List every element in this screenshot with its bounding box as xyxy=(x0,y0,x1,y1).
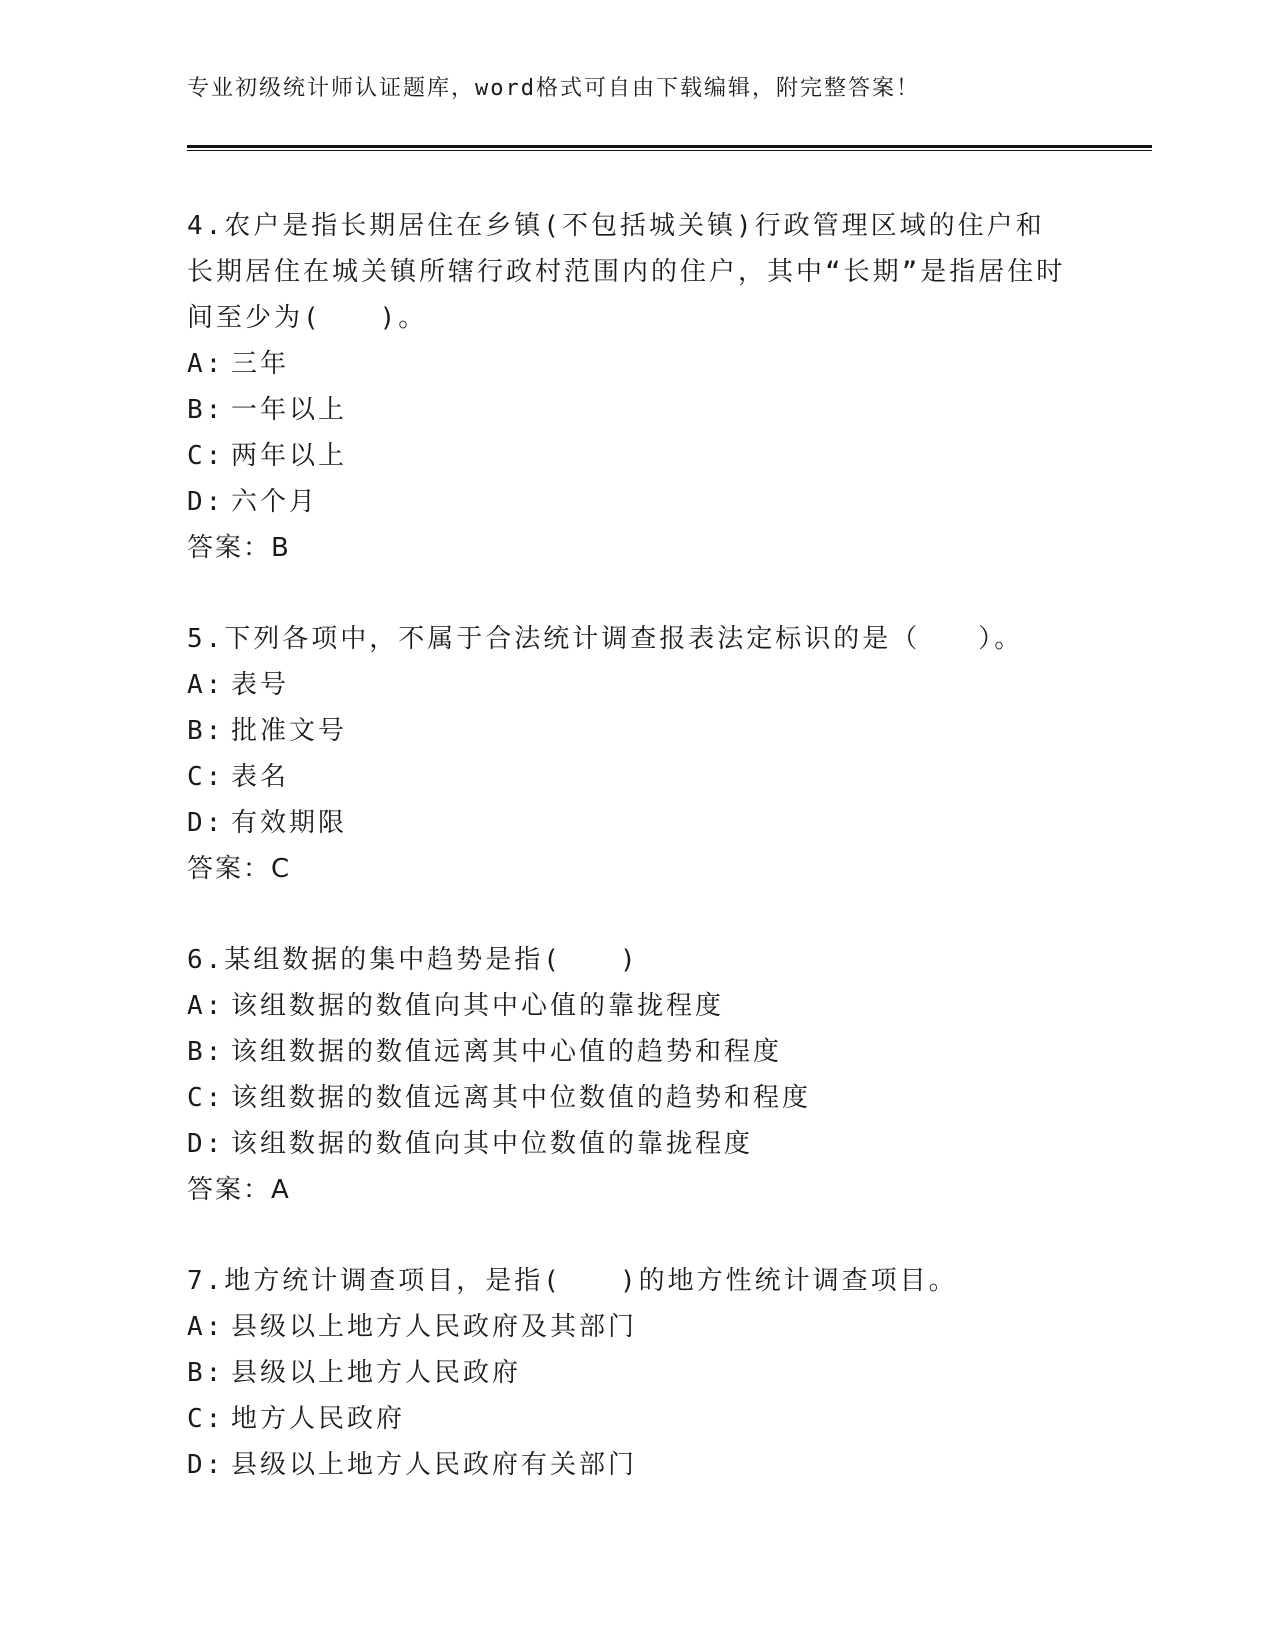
header-rule-thick xyxy=(187,145,1152,148)
option-text: 地方人民政府 xyxy=(231,1404,406,1434)
option-letter: C: xyxy=(187,762,225,792)
option-letter: A: xyxy=(187,1312,225,1342)
option-text: 县级以上地方人民政府 xyxy=(231,1358,522,1388)
option-letter: C: xyxy=(187,441,225,471)
option-a xyxy=(187,1304,1067,1350)
option-a xyxy=(187,341,1067,387)
option-d xyxy=(187,1442,1067,1488)
option-text: 有效期限 xyxy=(231,808,348,838)
option-b xyxy=(187,1029,1067,1075)
option-text: 批准文号 xyxy=(231,716,348,746)
option-letter: A: xyxy=(187,349,225,379)
option-a xyxy=(187,983,1067,1029)
option-c xyxy=(187,1396,1067,1442)
question-stem: 4.农户是指长期居住在乡镇(不包括城关镇)行政管理区域的住户和长期居住在城关镇所辖行政村范围内的住户，其中“长期”是指居住时间至少为( )。 xyxy=(187,211,1066,333)
option-c xyxy=(187,433,1067,479)
page-header: 专业初级统计师认证题库，word格式可自由下载编辑，附完整答案！ xyxy=(187,76,920,101)
option-d xyxy=(187,800,1067,846)
option-letter: B: xyxy=(187,1358,225,1388)
question-5 xyxy=(187,616,1067,892)
option-letter: D: xyxy=(187,808,225,838)
option-letter: B: xyxy=(187,1037,225,1067)
option-b xyxy=(187,387,1067,433)
option-text: 县级以上地方人民政府及其部门 xyxy=(231,1312,638,1342)
option-d xyxy=(187,1121,1067,1167)
option-letter: A: xyxy=(187,670,225,700)
option-text: 该组数据的数值远离其中位数值的趋势和程度 xyxy=(231,1083,812,1113)
header-rule-thin xyxy=(187,150,1152,151)
option-b xyxy=(187,1350,1067,1396)
option-text: 表名 xyxy=(231,762,290,792)
option-text: 县级以上地方人民政府有关部门 xyxy=(231,1450,638,1480)
option-text: 六个月 xyxy=(231,487,319,517)
option-text: 一年以上 xyxy=(231,395,348,425)
option-letter: D: xyxy=(187,1129,225,1159)
option-letter: C: xyxy=(187,1404,225,1434)
option-letter: D: xyxy=(187,1450,225,1480)
option-a xyxy=(187,662,1067,708)
option-letter: C: xyxy=(187,1083,225,1113)
option-letter: A: xyxy=(187,991,225,1021)
option-d xyxy=(187,479,1067,525)
option-b xyxy=(187,708,1067,754)
question-7 xyxy=(187,1258,1067,1488)
option-letter: B: xyxy=(187,716,225,746)
question-6 xyxy=(187,937,1067,1213)
option-text: 该组数据的数值向其中心值的靠拢程度 xyxy=(231,991,725,1021)
option-c xyxy=(187,754,1067,800)
question-stem: 7.地方统计调查项目，是指( )的地方性统计调查项目。 xyxy=(187,1266,958,1296)
option-letter: B: xyxy=(187,395,225,425)
option-c xyxy=(187,1075,1067,1121)
option-text: 该组数据的数值向其中位数值的靠拢程度 xyxy=(231,1129,754,1159)
option-text: 三年 xyxy=(231,349,290,379)
question-4 xyxy=(187,203,1067,571)
option-text: 两年以上 xyxy=(231,441,348,471)
answer-line: 答案：C xyxy=(187,854,292,884)
option-letter: D: xyxy=(187,487,225,517)
question-stem: 5.下列各项中，不属于合法统计调查报表法定标识的是（ ）。 xyxy=(187,624,1024,654)
question-list xyxy=(187,203,1067,1533)
question-stem: 6.某组数据的集中趋势是指( ) xyxy=(187,945,639,975)
option-text: 该组数据的数值远离其中心值的趋势和程度 xyxy=(231,1037,783,1067)
answer-line: 答案：A xyxy=(187,1175,291,1205)
answer-line: 答案：B xyxy=(187,533,291,563)
option-text: 表号 xyxy=(231,670,290,700)
